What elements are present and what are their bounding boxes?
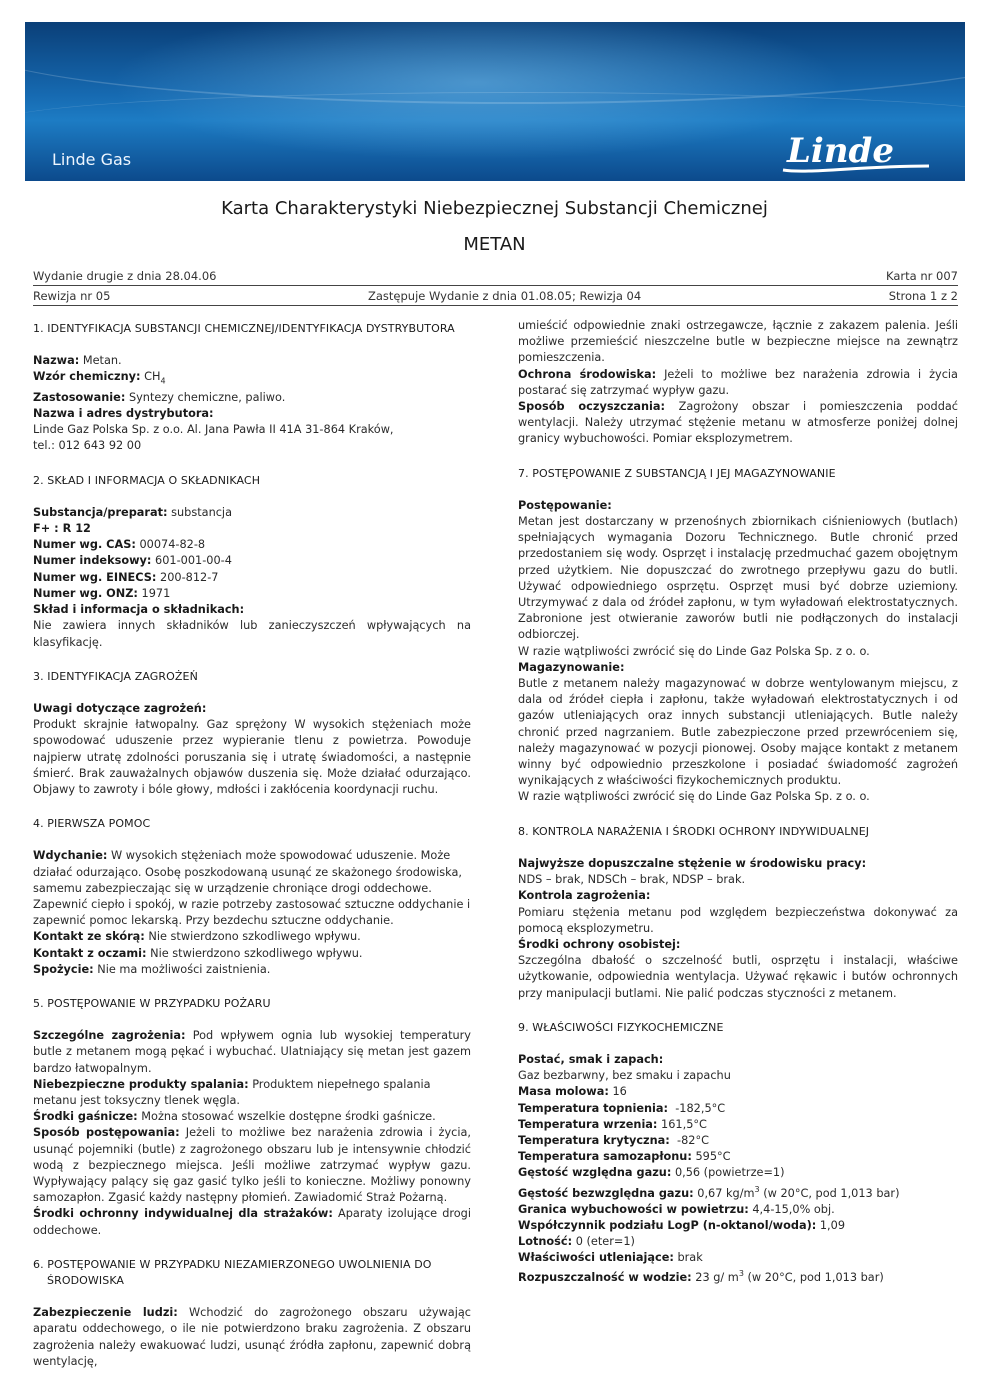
solubility-cond: (w 20°C, pod 1,013 bar) bbox=[743, 1271, 884, 1285]
divider bbox=[33, 285, 958, 286]
inhalation-text: W wysokich stężeniach może spowodować uduszenie. Może działać odurzająco. Osobę poszkodowaną usunąć ze skażonego środowiska, samemu zabezpieczając się w urządzenie chroniące drogi oddechowe. Zapewnić ciepło i spokój, w razie potrzeby zastosować sztuczne oddychanie i zapewnić pomoc lekarską. Przy bezdechu sztuczne oddychanie. bbox=[33, 849, 471, 928]
revision-text: Rewizja nr 05 bbox=[33, 289, 111, 303]
explosion-limits-label: Granica wybuchowości w powietrzu: bbox=[518, 1202, 749, 1216]
molar-mass-label: Masa molowa: bbox=[518, 1085, 609, 1099]
distributor-label: Nazwa i adres dystrybutora: bbox=[33, 407, 214, 421]
card-number: Karta nr 007 bbox=[886, 269, 958, 283]
header-banner bbox=[25, 22, 965, 181]
cas-value: 00074-82-8 bbox=[139, 538, 206, 552]
critical-temp-value: -82°C bbox=[669, 1133, 709, 1147]
oxidizing-value: brak bbox=[677, 1251, 703, 1265]
solubility-sup: 3 bbox=[738, 1269, 744, 1279]
exposure-limits-label: Najwyższe dopuszczalne stężenie w środowisku pracy: bbox=[518, 856, 867, 870]
section-3-heading: 3. IDENTYFIKACJA ZAGROŻEŃ bbox=[33, 669, 198, 683]
einecs-value: 200-812-7 bbox=[160, 570, 219, 584]
section-7-heading: 7. POSTĘPOWANIE Z SUBSTANCJĄ I JEJ MAGAZYNOWANIE bbox=[518, 466, 836, 480]
risk-phrase: F+ : R 12 bbox=[33, 522, 91, 536]
page-number: Strona 1 z 2 bbox=[888, 289, 958, 303]
index-label: Numer indeksowy: bbox=[33, 554, 152, 568]
extinguishing-media-label: Środki gaśnicze: bbox=[33, 1110, 138, 1124]
environment-text: Jeżeli to możliwe bez narażenia zdrowia i życia postarać się zatrzymać wypływ gazu. bbox=[518, 367, 958, 397]
people-protection-label: Zabezpieczenie ludzi: bbox=[33, 1306, 178, 1320]
substance-label: Substancja/preparat: bbox=[33, 505, 168, 519]
replaces-text: Zastępuje Wydanie z dnia 01.08.05; Rewizja 04 bbox=[368, 289, 642, 303]
cas-label: Numer wg. CAS: bbox=[33, 538, 136, 552]
melting-point-value: -182,5°C bbox=[668, 1101, 726, 1115]
explosion-limits-value: 4,4-15,0% obj. bbox=[752, 1202, 835, 1216]
cleanup-text: Zagrożony obszar i pomieszczenia poddać wentylacji. Należy utrzymać stężenie metanu w atmosferze poniżej dolnej granicy wybuchowości. Pomiar eksplozymetrem. bbox=[518, 400, 959, 446]
ingestion-text: Nie ma możliwości zaistnienia. bbox=[97, 962, 271, 976]
onz-value: 1971 bbox=[141, 586, 171, 600]
autoignition-label: Temperatura samozapłonu: bbox=[518, 1150, 692, 1164]
use-value: Syntezy chemiczne, paliwo. bbox=[128, 390, 286, 404]
section-8-heading: 8. KONTROLA NARAŻENIA I ŚRODKI OCHRONY INDYWIDUALNEJ bbox=[518, 824, 870, 838]
use-label: Zastosowanie: bbox=[33, 390, 126, 404]
index-value: 601-001-00-4 bbox=[155, 554, 232, 568]
section-5-heading: 5. POSTĘPOWANIE W PRZYPADKU POŻARU bbox=[33, 996, 271, 1010]
section-6-heading-cont: ŚRODOWISKA bbox=[47, 1274, 125, 1287]
formula-subscript: 4 bbox=[160, 376, 166, 386]
special-hazards-text: Pod wpływem ognia lub wysokiej temperatury butle z metanem mogą pękać i wybuchać. Ulatniający się metan jest gazem bardzo łatwopalnym. bbox=[33, 1029, 471, 1075]
document-title: Karta Charakterystyki Niebezpiecznej Substancji Chemicznej bbox=[221, 198, 768, 219]
divider bbox=[33, 305, 958, 306]
left-column bbox=[33, 321, 471, 1370]
section-6-heading: 6. POSTĘPOWANIE W PRZYPADKU NIEZAMIERZONEGO UWOLNIENIA DO bbox=[33, 1257, 432, 1271]
extinguishing-media-text: Można stosować wszelkie dostępne środki gaśnicze. bbox=[141, 1110, 436, 1124]
special-hazards-label: Szczególne zagrożenia: bbox=[33, 1029, 186, 1043]
form-text: Gaz bezbarwny, bez smaku i zapachu bbox=[518, 1069, 731, 1083]
solubility-value: 23 g/ m bbox=[695, 1271, 739, 1285]
section-9-heading: 9. WŁAŚCIWOŚCI FIZYKOCHEMICZNE bbox=[518, 1020, 724, 1034]
document-subtitle: METAN bbox=[463, 234, 526, 255]
formula-value: CH bbox=[144, 370, 161, 384]
storage-text: Butle z metanem należy magazynować w dobrze wentylowanym miejscu, z dala od źródeł ciepła i zapłonu, także wyładowań elektrostatycznych i od gazów utleniających oraz innych substancji utleniających. Butle należy chronić przed nagrzaniem. Butle zabezpieczone przed przewróceniem się, należy magazynować w pozycji pionowej. Osoby mające kontakt z metanem winny być odpowiednio przeszkolone i posiadać świadomość zagrożeń wynikających z właściwości fizykochemicznych produktu. bbox=[518, 677, 958, 788]
einecs-label: Numer wg. EINECS: bbox=[33, 570, 157, 584]
absolute-density-value: 0,67 kg/m bbox=[697, 1186, 755, 1200]
people-protection-continued: umieścić odpowiednie znaki ostrzegawcze, łącznie z zakazem palenia. Jeśli możliwe przemieścić nieszczelne butle w bezpieczne miejsce na zewnątrz pomieszczenia. bbox=[518, 319, 958, 365]
firefighter-ppe-text: Aparaty izolujące drogi oddechowe. bbox=[33, 1207, 471, 1237]
molar-mass-value: 16 bbox=[612, 1085, 627, 1099]
storage-doubt-text: W razie wątpliwości zwrócić się do Linde Gaz Polska Sp. z o. o. bbox=[518, 790, 870, 804]
personal-protection-label: Środki ochrony osobistej: bbox=[518, 937, 681, 951]
hazard-control-label: Kontrola zagrożenia: bbox=[518, 889, 651, 903]
absolute-density-sup: 3 bbox=[754, 1184, 760, 1194]
logp-label: Współczynnik podziału LogP (n-oktanol/woda): bbox=[518, 1218, 817, 1232]
onz-label: Numer wg. ONZ: bbox=[33, 586, 138, 600]
absolute-density-label: Gęstość bezwzględna gazu: bbox=[518, 1186, 694, 1200]
distributor-address: Linde Gaz Polska Sp. z o.o. Al. Jana Pawła II 41A 31-864 Kraków, bbox=[33, 423, 394, 437]
relative-density-value: 0,56 (powietrze=1) bbox=[674, 1166, 785, 1180]
edition-text: Wydanie drugie z dnia 28.04.06 bbox=[33, 269, 217, 283]
cleanup-label: Sposób oczyszczania: bbox=[518, 400, 666, 414]
solubility-label: Rozpuszczalność w wodzie: bbox=[518, 1271, 692, 1285]
skin-contact-label: Kontakt ze skórą: bbox=[33, 930, 145, 944]
section-1-heading: 1. IDENTYFIKACJA SUBSTANCJI CHEMICZNEJ/IDENTYFIKACJA DYSTRYBUTORA bbox=[33, 322, 455, 335]
ingestion-label: Spożycie: bbox=[33, 962, 94, 976]
personal-protection-text: Szczególna dbałość o szczelność butli, osprzętu i instalacji, właściwe użytkowanie, odpowiednia wentylacja. Używać rękawic i butów ochronnych przy manipulacji butlami. Nie palić podczas styczności z metanem. bbox=[518, 954, 958, 1000]
oxidizing-label: Właściwości utleniające: bbox=[518, 1251, 674, 1265]
brand-label: Linde Gas bbox=[52, 150, 132, 169]
name-value: Metan. bbox=[82, 354, 122, 368]
hazard-remarks-label: Uwagi dotyczące zagrożeń: bbox=[33, 701, 207, 715]
combustion-products-text: Produktem niepełnego spalania metanu jest toksyczny tlenek węgla. bbox=[33, 1077, 431, 1107]
handling-label: Postępowanie: bbox=[518, 498, 612, 512]
hazard-remarks-text: Produkt skrajnie łatwopalny. Gaz sprężony W wysokich stężeniach może spowodować uduszenie przez wypieranie tlenu z powietrza. Powoduje najpierw utratę zdolności poruszania się i utratę świadomości, a następnie śmierć. Brak zauważalnych objawów duszenia się. Może działać odurzająco. Objawy to zawroty i bóle głowy, mdłości i zakłócenia koordynacji ruchu. bbox=[33, 718, 471, 796]
logp-value: 1,09 bbox=[819, 1218, 846, 1232]
environment-label: Ochrona środowiska: bbox=[518, 367, 657, 381]
volatility-label: Lotność: bbox=[518, 1234, 573, 1248]
critical-temp-label: Temperatura krytyczna: bbox=[518, 1133, 670, 1147]
boiling-point-label: Temperatura wrzenia: bbox=[518, 1117, 658, 1131]
volatility-value: 0 (eter=1) bbox=[575, 1234, 635, 1248]
linde-logo bbox=[779, 126, 939, 181]
section-4-heading: 4. PIERWSZA POMOC bbox=[33, 817, 151, 831]
storage-label: Magazynowanie: bbox=[518, 660, 625, 674]
fire-procedure-text: Jeżeli to możliwe bez narażenia zdrowia i życia, usunąć pojemniki (butle) z zagrożonego obszaru lub je intensywnie chłodzić wodą z bezpiecznego miejsca. Jeśli możliwe zatrzymać wypływ gazu. Wypływający palący się gaz gasić tylko jeśli to konieczne. Możliwy ponowny samozapłon. Zgasić każdy następny płomień. Zawiadomić Straż Pożarną. bbox=[33, 1126, 472, 1205]
composition-label: Skład i informacja o składnikach: bbox=[33, 603, 245, 617]
section-2-heading: 2. SKŁAD I INFORMACJA O SKŁADNIKACH bbox=[33, 473, 261, 487]
eye-contact-label: Kontakt z oczami: bbox=[33, 946, 147, 960]
right-column bbox=[518, 318, 958, 1286]
boiling-point-value: 161,5°C bbox=[661, 1117, 707, 1131]
absolute-density-cond: (w 20°C, pod 1,013 bar) bbox=[759, 1186, 900, 1200]
formula-label: Wzór chemiczny: bbox=[33, 370, 141, 384]
melting-point-label: Temperatura topnienia: bbox=[518, 1101, 669, 1115]
relative-density-label: Gęstość względna gazu: bbox=[518, 1166, 672, 1180]
inhalation-label: Wdychanie: bbox=[33, 849, 108, 863]
svg-text:Linde: Linde bbox=[787, 131, 894, 171]
distributor-phone: tel.: 012 643 92 00 bbox=[33, 439, 142, 453]
firefighter-ppe-label: Środki ochronny indywidualnej dla strażaków: bbox=[33, 1207, 333, 1221]
substance-value: substancja bbox=[171, 505, 232, 519]
hazard-control-text: Pomiaru stężenia metanu pod względem bezpieczeństwa dokonywać za pomocą eksplozymetru. bbox=[518, 905, 958, 935]
composition-text: Nie zawiera innych składników lub zanieczyszczeń wpływających na klasyfikację. bbox=[33, 619, 471, 649]
eye-contact-text: Nie stwierdzono szkodliwego wpływu. bbox=[150, 946, 363, 960]
autoignition-value: 595°C bbox=[695, 1150, 731, 1164]
combustion-products-label: Niebezpieczne produkty spalania: bbox=[33, 1077, 249, 1091]
exposure-limits-text: NDS – brak, NDSCh – brak, NDSP – brak. bbox=[518, 873, 746, 887]
people-protection-text: Wchodzić do zagrożonego obszaru używając aparatu oddechowego, o ile nie potwierdzono braku zagrożenia. Z obszaru zagrożenia należy ewakuować ludzi, usunąć źródła zapłonu, zapewnić dobrą wentylację, bbox=[33, 1306, 471, 1368]
handling-text: Metan jest dostarczany w przenośnych zbiornikach ciśnieniowych (butlach) spełniających wymagania Dozoru Technicznego. Butle chronić przed przedostaniem się wody. Osprzęt i instalację przedmuchać gazem obojętnym przed użytkiem. Nie dopuszczać do zwrotnego przepływu gazu do butli. Używać odpowiedniego osprzętu. Osprzęt musi być dobrze uziemiony. Utrzymywać z dala od źródeł zapłonu, w tym wyładowań elektrostatycznych. Zabronione jest otwieranie zaworów butli nie podłączonych do instalacji odbiorczej. bbox=[518, 515, 958, 642]
fire-procedure-label: Sposób postępowania: bbox=[33, 1126, 180, 1140]
handling-doubt-text: W razie wątpliwości zwrócić się do Linde Gaz Polska Sp. z o. o. bbox=[518, 644, 870, 658]
form-label: Postać, smak i zapach: bbox=[518, 1052, 664, 1066]
skin-contact-text: Nie stwierdzono szkodliwego wpływu. bbox=[148, 930, 361, 944]
name-label: Nazwa: bbox=[33, 354, 80, 368]
